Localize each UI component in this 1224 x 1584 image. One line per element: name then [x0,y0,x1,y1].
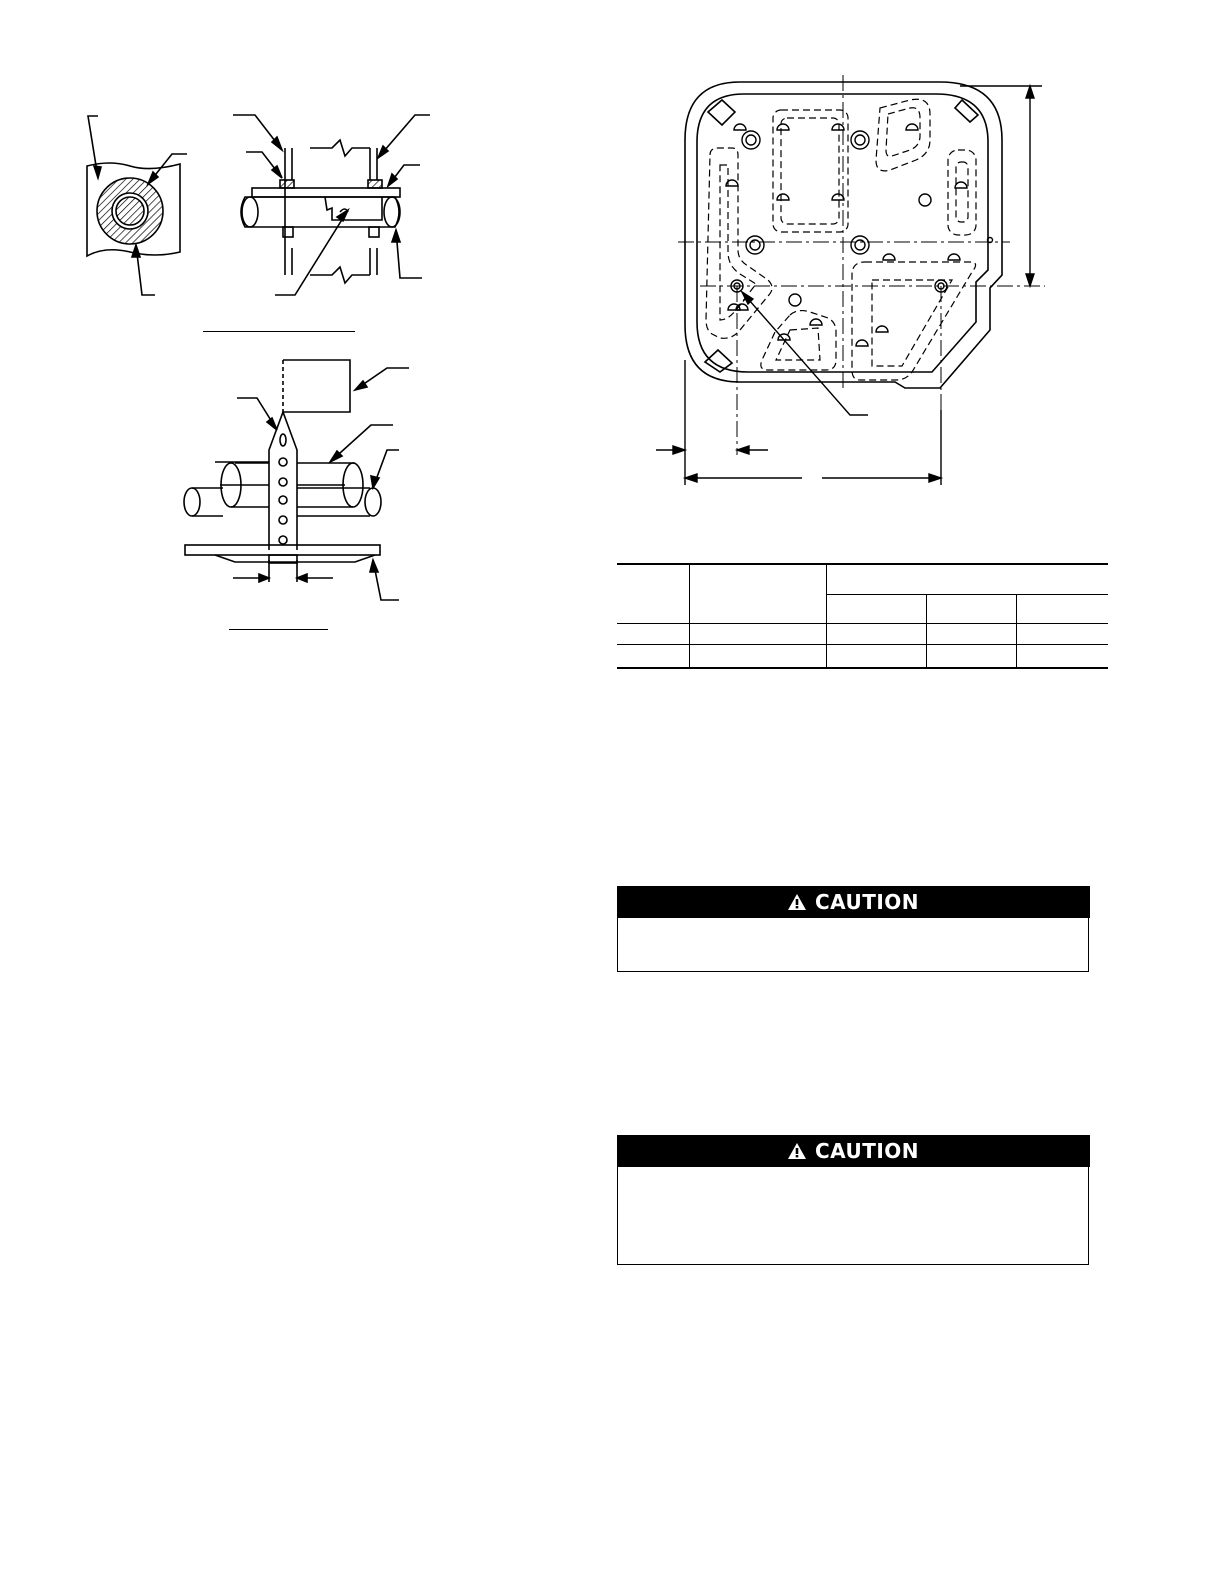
table-col-rule [926,594,927,668]
caution-label: CAUTION [814,1139,920,1163]
pipe-clamp-figure [70,100,450,310]
caution-box [617,886,1089,972]
figure2-caption-rule [229,629,328,630]
table-header-rule [617,623,1108,624]
hanger-strap-figure [175,350,415,610]
caution-header [617,886,1090,918]
warning-triangle-icon [787,1142,807,1160]
table-col-rule [1016,594,1017,668]
warning-triangle-icon [787,893,807,911]
caution-body [618,918,1088,971]
unit-base-plan-figure [640,70,1060,490]
table-top-rule [617,563,1108,565]
caution-label: CAUTION [814,890,920,914]
caution-header [617,1135,1090,1167]
table-col-rule [826,563,827,668]
table-col-rule [689,563,690,668]
figure1-caption-rule [203,331,355,332]
table-subheader-rule [826,594,1108,595]
caution-box [617,1135,1089,1265]
table-bottom-rule [617,667,1108,669]
spec-table [617,563,1108,669]
caution-body [618,1167,1088,1264]
table-row-rule [617,644,1108,645]
